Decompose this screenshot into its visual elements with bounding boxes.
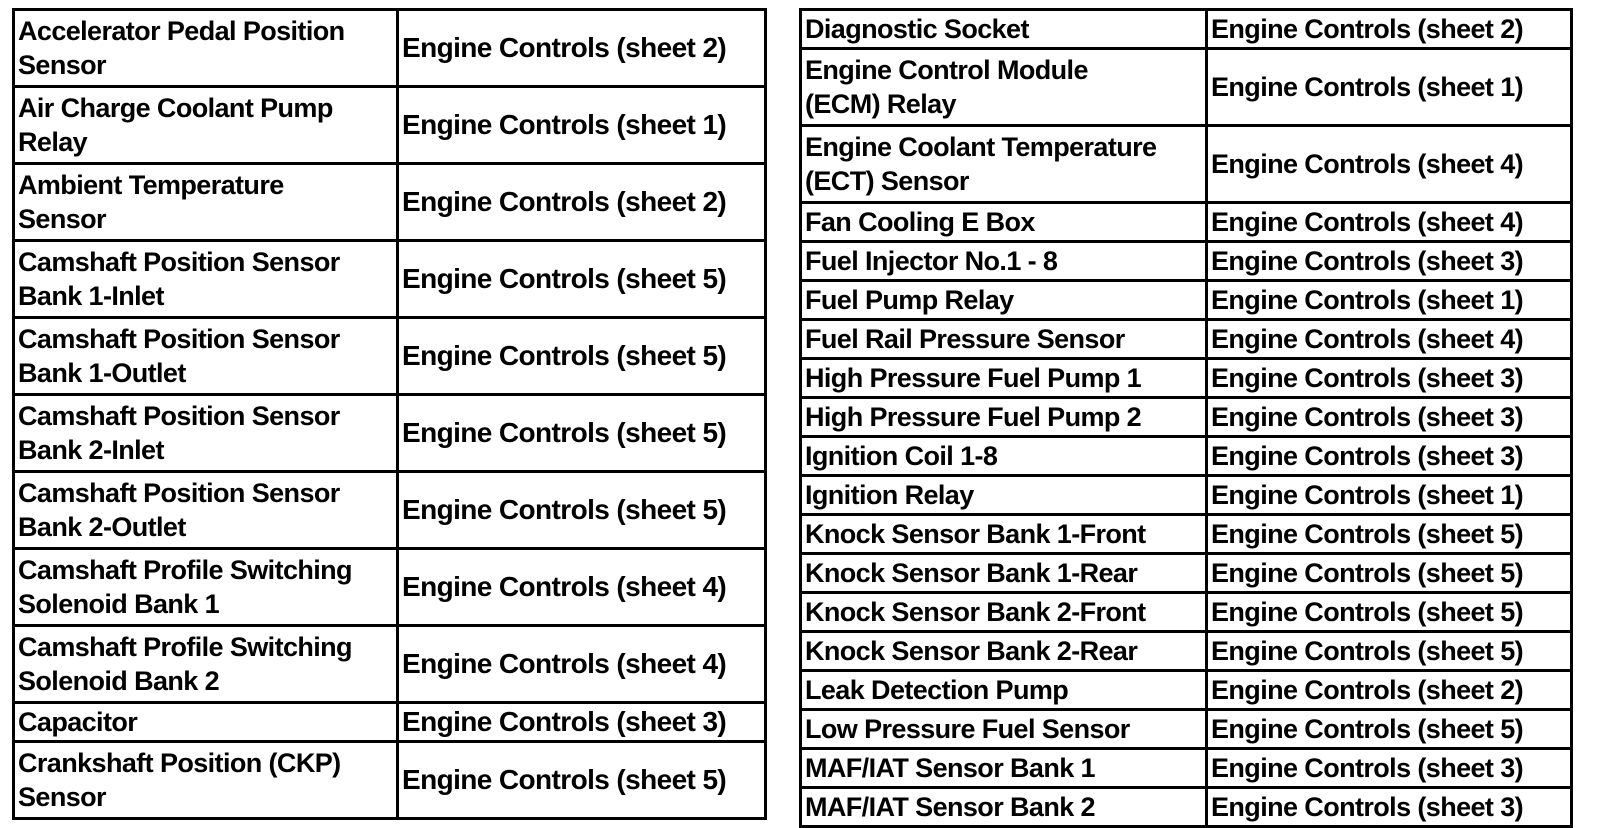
table-row <box>801 632 1572 671</box>
component-location: Engine Controls (sheet 2) <box>398 164 766 241</box>
component-name: Knock Sensor Bank 1-Front <box>801 515 1207 554</box>
component-location: Engine Controls (sheet 2) <box>1207 671 1572 710</box>
component-name: Camshaft Profile Switching Solenoid Bank 1 <box>14 549 398 626</box>
component-name: High Pressure Fuel Pump 1 <box>801 359 1207 398</box>
table-row <box>801 671 1572 710</box>
table-row <box>801 10 1572 49</box>
component-name: Air Charge Coolant Pump Relay <box>14 87 398 164</box>
component-location: Engine Controls (sheet 5) <box>1207 710 1572 749</box>
component-location: Engine Controls (sheet 3) <box>1207 398 1572 437</box>
table-row <box>801 554 1572 593</box>
table-row <box>801 242 1572 281</box>
table-row <box>14 395 766 472</box>
table-row <box>801 398 1572 437</box>
component-name: MAF/IAT Sensor Bank 2 <box>801 788 1207 827</box>
component-location: Engine Controls (sheet 1) <box>1207 281 1572 320</box>
component-name: Capacitor <box>14 703 398 742</box>
table-row <box>801 49 1572 126</box>
component-name: Camshaft Profile Switching Solenoid Bank 2 <box>14 626 398 703</box>
component-name: Low Pressure Fuel Sensor <box>801 710 1207 749</box>
component-name: Engine Control Module (ECM) Relay <box>801 49 1207 126</box>
component-name: Leak Detection Pump <box>801 671 1207 710</box>
component-location: Engine Controls (sheet 2) <box>1207 10 1572 49</box>
component-location: Engine Controls (sheet 5) <box>398 318 766 395</box>
component-name: Camshaft Position Sensor Bank 2-Inlet <box>14 395 398 472</box>
component-location: Engine Controls (sheet 4) <box>1207 203 1572 242</box>
component-name: Fuel Pump Relay <box>801 281 1207 320</box>
component-location: Engine Controls (sheet 1) <box>1207 476 1572 515</box>
table-row <box>14 241 766 318</box>
component-name: Diagnostic Socket <box>801 10 1207 49</box>
table-row <box>801 359 1572 398</box>
component-name: Knock Sensor Bank 2-Front <box>801 593 1207 632</box>
component-name: Crankshaft Position (CKP) Sensor <box>14 742 398 819</box>
table-row <box>801 126 1572 203</box>
table-row <box>14 472 766 549</box>
component-location: Engine Controls (sheet 1) <box>398 87 766 164</box>
component-location: Engine Controls (sheet 5) <box>398 742 766 819</box>
component-location-table-right <box>799 8 1573 828</box>
table-row <box>14 549 766 626</box>
table-row <box>14 626 766 703</box>
component-location: Engine Controls (sheet 5) <box>1207 632 1572 671</box>
table-row <box>801 749 1572 788</box>
component-location: Engine Controls (sheet 5) <box>398 241 766 318</box>
table-row <box>801 437 1572 476</box>
table-row <box>801 320 1572 359</box>
component-location: Engine Controls (sheet 1) <box>1207 49 1572 126</box>
component-location: Engine Controls (sheet 5) <box>1207 554 1572 593</box>
component-location: Engine Controls (sheet 5) <box>398 472 766 549</box>
component-name: Knock Sensor Bank 1-Rear <box>801 554 1207 593</box>
component-name: Camshaft Position Sensor Bank 1-Outlet <box>14 318 398 395</box>
component-name: Fuel Rail Pressure Sensor <box>801 320 1207 359</box>
component-name: Fuel Injector No.1 - 8 <box>801 242 1207 281</box>
component-location: Engine Controls (sheet 3) <box>1207 788 1572 827</box>
table-row <box>14 742 766 819</box>
component-name: Camshaft Position Sensor Bank 2-Outlet <box>14 472 398 549</box>
table-row <box>801 515 1572 554</box>
table-row <box>14 10 766 87</box>
component-name: Accelerator Pedal Position Sensor <box>14 10 398 87</box>
component-location-table-left <box>12 8 767 820</box>
table-row <box>801 710 1572 749</box>
component-location: Engine Controls (sheet 3) <box>1207 242 1572 281</box>
component-location: Engine Controls (sheet 3) <box>1207 749 1572 788</box>
component-location: Engine Controls (sheet 4) <box>398 626 766 703</box>
table-row <box>14 87 766 164</box>
component-name: Camshaft Position Sensor Bank 1-Inlet <box>14 241 398 318</box>
component-location: Engine Controls (sheet 2) <box>398 10 766 87</box>
table-row <box>14 703 766 742</box>
table-row <box>801 593 1572 632</box>
component-location: Engine Controls (sheet 4) <box>1207 320 1572 359</box>
table-row <box>801 788 1572 827</box>
component-location: Engine Controls (sheet 3) <box>398 703 766 742</box>
component-name: Knock Sensor Bank 2-Rear <box>801 632 1207 671</box>
component-location: Engine Controls (sheet 4) <box>1207 126 1572 203</box>
table-row <box>801 203 1572 242</box>
component-name: Fan Cooling E Box <box>801 203 1207 242</box>
component-name: Engine Coolant Temperature (ECT) Sensor <box>801 126 1207 203</box>
component-location: Engine Controls (sheet 4) <box>398 549 766 626</box>
component-location: Engine Controls (sheet 3) <box>1207 359 1572 398</box>
table-row <box>14 164 766 241</box>
component-location: Engine Controls (sheet 5) <box>1207 593 1572 632</box>
table-row <box>14 318 766 395</box>
table-row <box>801 281 1572 320</box>
component-name: MAF/IAT Sensor Bank 1 <box>801 749 1207 788</box>
component-name: Ignition Relay <box>801 476 1207 515</box>
component-name: High Pressure Fuel Pump 2 <box>801 398 1207 437</box>
component-name: Ignition Coil 1-8 <box>801 437 1207 476</box>
table-row <box>801 476 1572 515</box>
component-location: Engine Controls (sheet 5) <box>398 395 766 472</box>
component-location: Engine Controls (sheet 5) <box>1207 515 1572 554</box>
component-location: Engine Controls (sheet 3) <box>1207 437 1572 476</box>
component-name: Ambient Temperature Sensor <box>14 164 398 241</box>
